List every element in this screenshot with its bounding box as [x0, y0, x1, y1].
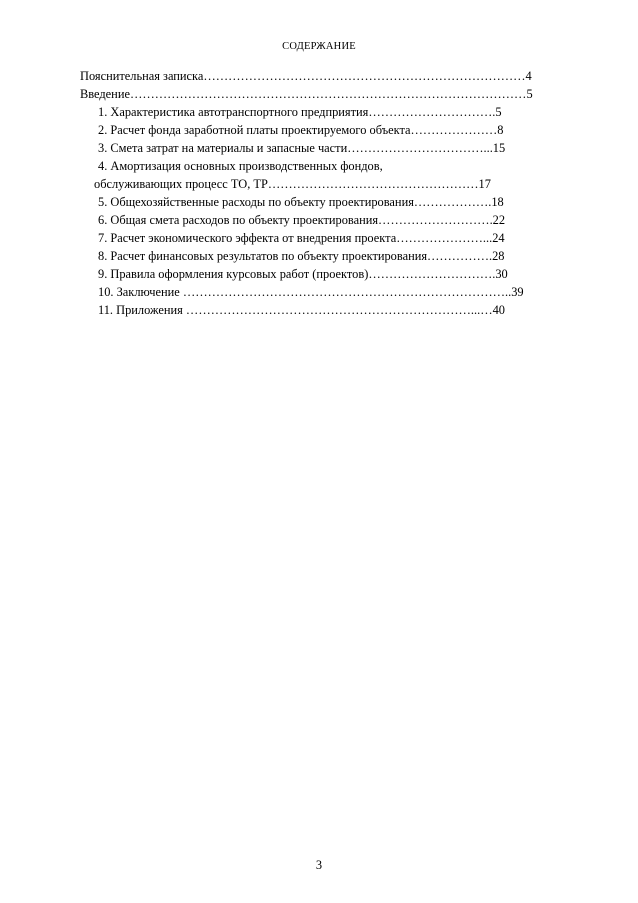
toc-entry-8: 8. Расчет финансовых результатов по объекту проектирования…………….28 [98, 249, 505, 263]
toc-entry-4-continued: обслуживающих процесс ТО, ТР……………………………………………17 [94, 177, 491, 191]
toc-entry-5: 5. Общехозяйственные расходы по объекту проектирования……………….18 [98, 195, 504, 209]
toc-entry-10: 10. Заключение ……………………………………………………………………..39 [98, 285, 524, 299]
toc-entry-9: 9. Правила оформления курсовых работ (проектов)………………………….30 [98, 267, 508, 281]
toc-entry-2: 2. Расчет фонда заработной платы проектируемого объекта…………………8 [98, 123, 504, 137]
toc-entry-11: 11. Приложения ……………………………………………………………...…40 [98, 303, 505, 317]
toc-entry-introduction: Введение……………………………………………………………………………………5 [80, 87, 533, 101]
toc-entry-7: 7. Расчет экономического эффекта от внедрения проекта…………………...24 [98, 231, 505, 245]
toc-entry-3: 3. Смета затрат на материалы и запасные части……………………………...15 [98, 141, 506, 155]
toc-entry-explanatory-note: Пояснительная записка……………………………………………………………………4 [80, 69, 532, 83]
toc-entry-4: 4. Амортизация основных производственных фондов, [98, 159, 383, 173]
toc-entry-1: 1. Характеристика автотранспортного предприятия………………………….5 [98, 105, 502, 119]
page-number: 3 [315, 858, 323, 872]
toc-entry-6: 6. Общая смета расходов по объекту проектирования……………………….22 [98, 213, 506, 227]
page-title: СОДЕРЖАНИЕ [282, 41, 356, 52]
